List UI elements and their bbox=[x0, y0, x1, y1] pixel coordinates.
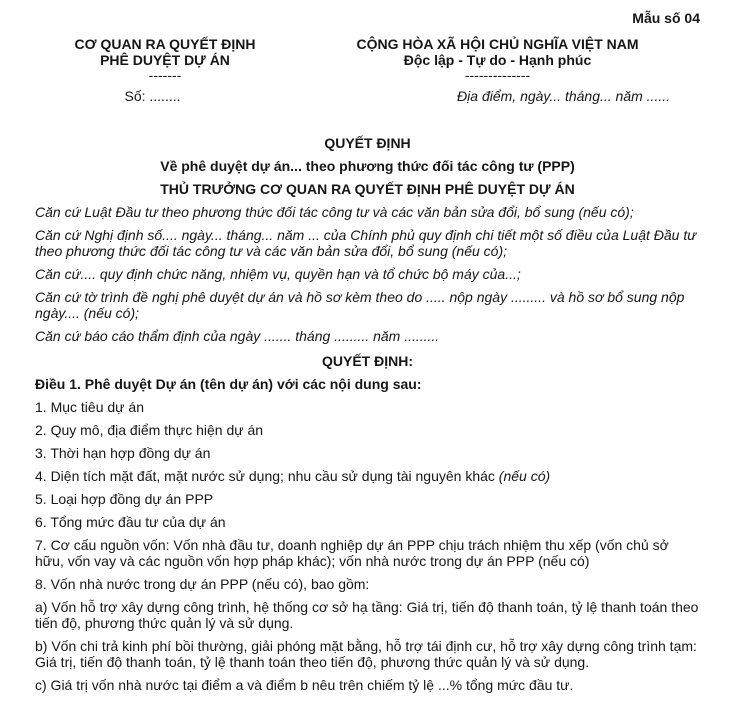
article-item bbox=[35, 468, 700, 484]
article-item bbox=[35, 445, 700, 461]
article-item bbox=[35, 514, 700, 530]
article1-heading: Điều 1. Phê duyệt Dự án (tên dự án) với các nội dung sau: bbox=[35, 376, 422, 392]
left-divider: ------- bbox=[148, 67, 182, 83]
issuing-agency-line1: CƠ QUAN RA QUYẾT ĐỊNH bbox=[74, 36, 256, 52]
recital: Căn cứ tờ trình đề nghị phê duyệt dự án và hồ sơ kèm theo do ..... nộp ngày ......... và hồ sơ bổ sung nộp ngày.... (nếu có); bbox=[35, 289, 685, 321]
item-italic-suffix: (nếu có) bbox=[498, 468, 551, 484]
issuing-agency-line2: PHÊ DUYỆT DỰ ÁN bbox=[100, 52, 230, 68]
national-header-block bbox=[295, 36, 700, 104]
title-block bbox=[35, 135, 700, 197]
recitals-section bbox=[35, 204, 700, 344]
issuing-agency-block bbox=[35, 36, 295, 104]
recital: Căn cứ Luật Đầu tư theo phương thức đối tác công tư và các văn bản sửa đổi, bổ sung (nếu có); bbox=[35, 204, 634, 220]
article1-items bbox=[35, 399, 700, 693]
article-item bbox=[35, 491, 700, 507]
article-item bbox=[35, 576, 700, 592]
recital: Căn cứ báo cáo thẩm định của ngày ....... tháng ......... năm ......... bbox=[35, 328, 440, 344]
place-date-line: Địa điểm, ngày... tháng... năm ...... bbox=[457, 88, 670, 104]
article-item bbox=[35, 537, 700, 569]
recital: Căn cứ.... quy định chức năng, nhiệm vụ, quyền hạn và tổ chức bộ máy của...; bbox=[35, 266, 521, 282]
item-text: 8. Vốn nhà nước trong dự án PPP (nếu có), bao gồm: bbox=[35, 576, 370, 592]
decision-operative-heading: QUYẾT ĐỊNH: bbox=[322, 353, 413, 369]
item-text: 4. Diện tích mặt đất, mặt nước sử dụng; nhu cầu sử dụng tài nguyên khác bbox=[35, 468, 499, 484]
decision-authority: THỦ TRƯỞNG CƠ QUAN RA QUYẾT ĐỊNH PHÊ DUYỆT DỰ ÁN bbox=[160, 181, 575, 197]
form-number: Mẫu số 04 bbox=[632, 10, 700, 26]
article-item bbox=[35, 399, 700, 415]
national-name: CỘNG HÒA XÃ HỘI CHỦ NGHĨA VIỆT NAM bbox=[356, 36, 639, 52]
document-number-line: Số: ........ bbox=[124, 88, 181, 104]
article-subitem bbox=[35, 638, 700, 670]
item-text: a) Vốn hỗ trợ xây dựng công trình, hệ thống cơ sở hạ tầng: Giá trị, tiến độ thanh toán, tỷ lệ thanh toán theo tiến độ, phương thức quản lý và sử dụng. bbox=[35, 599, 699, 631]
item-text: c) Giá trị vốn nhà nước tại điểm a và điểm b nêu trên chiếm tỷ lệ ...% tổng mức đầu tư. bbox=[35, 677, 574, 693]
item-text: 7. Cơ cấu nguồn vốn: Vốn nhà đầu tư, doanh nghiệp dự án PPP chịu trách nhiệm thu xếp (vốn chủ sở hữu, vốn vay và các nguồn vốn hợp pháp khác); vốn nhà nước trong dự án PPP (nếu có) bbox=[35, 537, 669, 569]
item-text: 1. Mục tiêu dự án bbox=[35, 399, 144, 415]
article-subitem bbox=[35, 677, 700, 693]
document-header bbox=[35, 36, 700, 104]
decision-subtitle: Về phê duyệt dự án... theo phương thức đối tác công tư (PPP) bbox=[160, 158, 575, 174]
right-divider: -------------- bbox=[464, 67, 531, 83]
item-text: b) Vốn chi trả kinh phí bồi thường, giải phóng mặt bằng, hỗ trợ tái định cư, hỗ trợ xây dựng công trình tạm: Giá trị, tiến độ thanh toán, tỷ lệ thanh toán theo tiến độ, phương thức quản lý và sử dụng. bbox=[35, 638, 697, 670]
article-item bbox=[35, 422, 700, 438]
decision-title: QUYẾT ĐỊNH bbox=[324, 135, 411, 151]
item-text: 5. Loại hợp đồng dự án PPP bbox=[35, 491, 214, 507]
item-text: 3. Thời hạn hợp đồng dự án bbox=[35, 445, 211, 461]
recital: Căn cứ Nghị định số.... ngày... tháng... năm ... của Chính phủ quy định chi tiết một số điều của Luật Đầu tư theo phương thức đối tác công tư và các văn bản sửa đổi, bổ sung (nếu có); bbox=[35, 227, 697, 259]
national-motto: Độc lập - Tự do - Hạnh phúc bbox=[403, 52, 592, 68]
item-text: 2. Quy mô, địa điểm thực hiện dự án bbox=[35, 422, 264, 438]
item-text: 6. Tổng mức đầu tư của dự án bbox=[35, 514, 226, 530]
article-subitem bbox=[35, 599, 700, 631]
